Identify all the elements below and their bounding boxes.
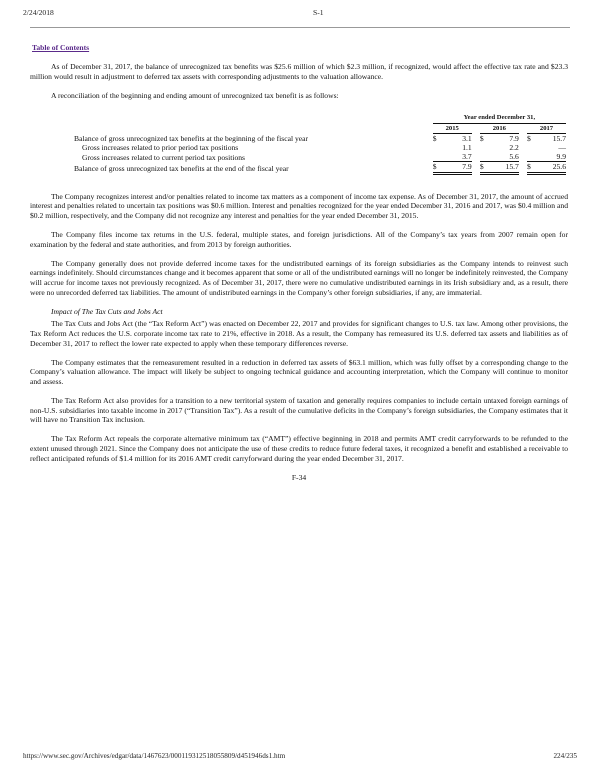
row-label: Balance of gross unrecognized tax benefits at the beginning of the fiscal year <box>74 133 309 143</box>
section-heading-tax-act: Impact of The Tax Cuts and Jobs Act <box>51 306 163 316</box>
reconciliation-table <box>74 113 566 174</box>
table-of-contents-link[interactable]: Table of Contents <box>32 43 90 52</box>
row-label: Balance of gross unrecognized tax benefits at the end of the fiscal year <box>74 163 289 173</box>
paragraph-tax-returns: The Company files income tax returns in the U.S. federal, multiple states, and foreign jurisdictions. All of the Company’s tax years from 2007 remain open for examination by the federal and state authorities, and from 2013 by foreign authorities. <box>30 229 568 249</box>
paragraph-unrecognized-balance: As of December 31, 2017, the balance of unrecognized tax benefits was $25.6 million of which $2.3 million, if recognized, would affect the effective tax rate and $23.3 million would result in adjustment to deferred tax assets with corresponding adjustments to the valuation allowance. <box>30 62 568 81</box>
table-row: Balance of gross unrecognized tax benefits at the beginning of the fiscal year $ 3.1 $ 7.9 $ 15.7 <box>74 133 566 143</box>
cell-value: 25.6 <box>552 162 566 172</box>
cell-value: 1.1 <box>462 142 472 152</box>
table-row <box>74 152 566 162</box>
cell-value: 3.7 <box>462 152 472 162</box>
page-number: F-34 <box>291 472 307 482</box>
cell-value: 15.7 <box>552 133 566 143</box>
document-title: S-1 <box>313 8 324 17</box>
cell-value: 15.7 <box>505 162 519 172</box>
year-header-2015: 2015 <box>433 124 472 134</box>
paragraph-interest-penalties: The Company recognizes interest and/or penalties related to income tax matters as a component of income tax expense. As of December 31, 2017, the amount of accrued interest and penalties related to uncertain tax positions was $0.6 million. Interest and penalties recognized for the year ended December 31, 2016 and 2017, was $0.4 million and $0.2 million, respectively, and the Company did not recognize any interest and penalties for the year ended December 31, 2015. <box>30 191 568 220</box>
paragraph-transition-tax: The Tax Reform Act also provides for a transition to a new territorial system of taxation and generally requires companies to include certain untaxed foreign earnings of non-U.S. subsidiaries into taxable income in 2017 (“Transition Tax”). As a result of the cumulative deficits in the Company’s foreign subsidiaries, the Company estimates that it will have no Transition Tax inclusion. <box>30 396 568 425</box>
paragraph-reconciliation-intro: A reconciliation of the beginning and ending amount of unrecognized tax benefit is as follows: <box>51 90 339 100</box>
year-header-2017: 2017 <box>527 124 566 134</box>
row-label: Gross increases related to current period tax positions <box>82 152 246 162</box>
cell-value: 3.1 <box>462 133 472 143</box>
cell-value: 2.2 <box>509 142 519 152</box>
cell-value: 5.6 <box>509 152 519 162</box>
document-body <box>30 62 568 492</box>
row-label: Gross increases related to prior period tax positions <box>82 142 239 152</box>
table-row <box>74 143 566 152</box>
paragraph-foreign-earnings: The Company generally does not provide deferred income taxes for the undistributed earnings of its foreign subsidiaries as the Company intends to reinvest such earnings indefinitely. Should circumstances change and it becomes apparent that some or all of the undistributed earnings will no longer be indefinitely reinvested, the Company will accrue for income taxes not previously recognized. As of December 31, 2017, there were no cumulative undistributed earnings in its Irish subsidiary and, as a result, there were no unrecorded deferred tax liabilities. The amount of undistributed earnings in the Company’s other foreign subsidiaries, if any, are immaterial. <box>30 258 568 297</box>
year-header-2016: 2016 <box>480 124 519 134</box>
cell-value: 9.9 <box>556 152 566 162</box>
print-header <box>23 8 577 20</box>
source-url: https://www.sec.gov/Archives/edgar/data/1467623/000119312518055809/d451946ds1.htm <box>23 752 286 760</box>
cell-value: — <box>558 142 566 152</box>
cell-value: 7.9 <box>462 162 472 172</box>
table-group-header: Year ended December 31, <box>433 113 566 123</box>
paragraph-tax-reform-act: The Tax Cuts and Jobs Act (the “Tax Reform Act”) was enacted on December 22, 2017 and provides for significant changes to U.S. tax law. Among other provisions, the Tax Reform Act reduces the U.S. corporate income tax rate to 21%, effective in 2018. As a result, the Company has remeasured its U.S. deferred tax assets and liabilities as of December 31, 2017 to reflect the lower rate expected to apply when these temporary differences reverse. <box>30 319 568 348</box>
paragraph-remeasurement: The Company estimates that the remeasurement resulted in a reduction in deferred tax assets of $63.1 million, which was fully offset by a corresponding change to the Company’s valuation allowance. The impact will likely be subject to ongoing technical guidance and accounting interpretation, which the Company will continue to monitor and assess. <box>30 357 568 386</box>
cell-value: 7.9 <box>509 133 519 143</box>
header-divider <box>30 27 570 28</box>
print-page-count: 224/235 <box>553 752 577 760</box>
print-date: 2/24/2018 <box>23 8 54 17</box>
paragraph-amt: The Tax Reform Act repeals the corporate alternative minimum tax (“AMT”) effective beginning in 2018 and permits AMT credit carryforwards to be refunded to the extent unused through 2021. Since the Company does not anticipate the use of these credits to reduce future federal taxes, it recognized a benefit and established a receivable to reflect anticipated refunds of $1.4 million for its 2016 AMT credit carryforward during the year ended December 31, 2017. <box>30 434 568 463</box>
table-row: Balance of gross unrecognized tax benefits at the end of the fiscal year $ 7.9 $ 15.7 $ 25.6 <box>74 162 566 173</box>
